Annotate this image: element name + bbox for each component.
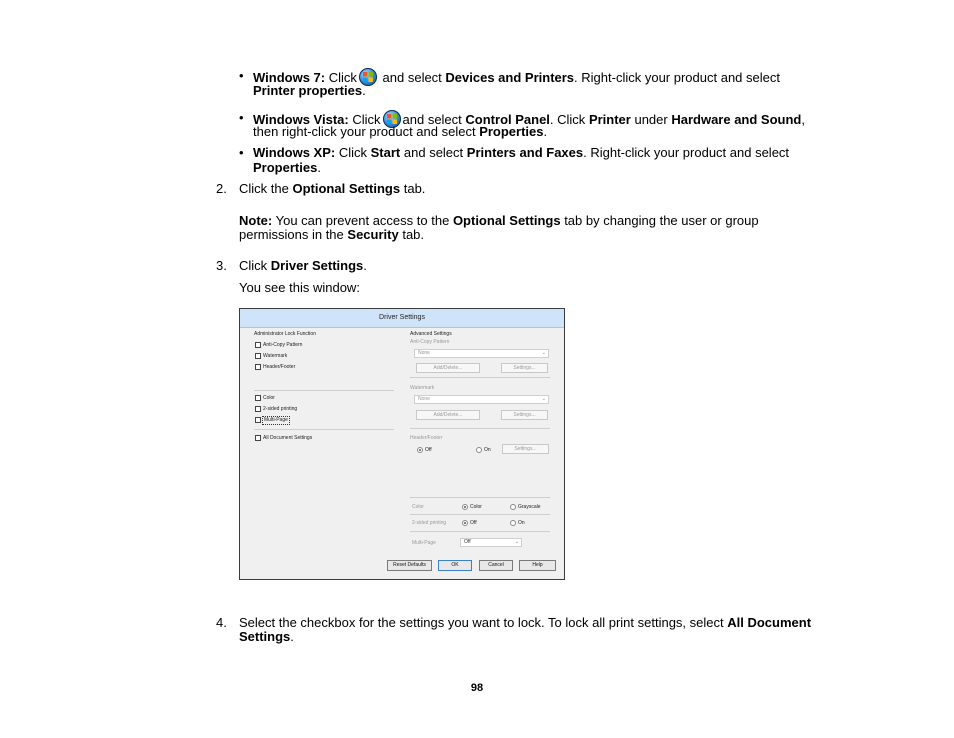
text: . <box>290 629 294 644</box>
radio-label: Off <box>425 447 432 453</box>
checkbox-label: 2-sided printing <box>263 406 298 412</box>
text: tab by changing the user or group <box>564 213 759 228</box>
step-4-text-line2 <box>239 629 294 644</box>
text: Click <box>239 258 268 273</box>
select-value: None <box>418 396 430 402</box>
anti-copy-label: Anti-Copy Pattern <box>410 339 450 345</box>
header-footer-on-radio[interactable] <box>476 447 482 453</box>
text: You can prevent access to the <box>275 213 450 228</box>
note-line1 <box>239 213 759 228</box>
bold-text: Optional Settings <box>452 213 561 228</box>
bold-text: Devices and Printers <box>445 70 575 85</box>
bold-text: Security <box>347 227 399 242</box>
multi-page-checkbox[interactable] <box>255 417 261 423</box>
header-footer-off-radio[interactable] <box>417 447 423 453</box>
bullet-lead: Windows 7: <box>253 70 326 85</box>
bullet-windows-xp-line2 <box>253 160 321 175</box>
text: . Right-click your product and select <box>574 70 780 85</box>
text: tab. <box>402 227 425 242</box>
add-delete-button[interactable]: Add/Delete... <box>416 410 480 420</box>
settings-button[interactable]: Settings... <box>501 363 548 373</box>
text: then right-click your product and select <box>253 124 476 139</box>
step-number: 4. <box>216 615 227 630</box>
ok-button[interactable]: OK <box>438 560 472 571</box>
bold-text: All Document <box>727 615 812 630</box>
chevron-down-icon: ⌄ <box>514 539 519 545</box>
anti-copy-select[interactable] <box>414 349 549 358</box>
bold-text: Driver Settings <box>270 258 364 273</box>
text: Click <box>352 112 381 127</box>
divider <box>410 497 550 498</box>
lock-function-header: Administrator Lock Function <box>254 331 316 337</box>
checkbox-label: Multi-Page <box>264 417 288 423</box>
reset-defaults-button[interactable]: Reset Defaults <box>387 560 432 571</box>
text: Select the checkbox for the settings you want to lock. To lock all print settings, select <box>239 615 724 630</box>
advanced-settings-header: Advanced Settings <box>410 331 452 337</box>
cancel-button[interactable]: Cancel <box>479 560 513 571</box>
grayscale-radio[interactable] <box>510 504 516 510</box>
bold-text: Hardware and Sound <box>671 112 802 127</box>
watermark-checkbox[interactable] <box>255 353 261 359</box>
help-button[interactable]: Help <box>519 560 556 571</box>
text: under <box>634 112 668 127</box>
settings-button[interactable]: Settings... <box>501 410 548 420</box>
two-sided-checkbox[interactable] <box>255 406 261 412</box>
divider <box>410 531 550 532</box>
bold-text: Control Panel <box>465 112 550 127</box>
text: and select <box>402 112 462 127</box>
step-number: 2. <box>216 181 227 196</box>
checkbox-label: Watermark <box>263 353 288 359</box>
color-radio[interactable] <box>462 504 468 510</box>
text: . Click <box>549 112 586 127</box>
radio-label: Color <box>470 504 482 510</box>
bold-text: Printers and Faxes <box>466 145 584 160</box>
bold-text: Optional Settings <box>292 181 401 196</box>
text: . Right-click your product and select <box>583 145 790 160</box>
divider <box>410 514 550 515</box>
bold-text: Start <box>370 145 401 160</box>
multi-page-select[interactable] <box>460 538 522 547</box>
chevron-down-icon: ⌄ <box>541 396 546 402</box>
bullet-windows7-line2 <box>253 83 366 98</box>
chevron-down-icon: ⌄ <box>541 350 546 356</box>
bold-text: Settings <box>239 629 291 644</box>
add-delete-button[interactable]: Add/Delete... <box>416 363 480 373</box>
bullet-windows-vista-line2 <box>253 124 547 139</box>
bold-text: Printer <box>588 112 631 127</box>
two-sided-on-radio[interactable] <box>510 520 516 526</box>
checkbox-label: Anti-Copy Pattern <box>263 342 303 348</box>
header-footer-label: Header/Footer <box>410 435 443 441</box>
bullet-dot: • <box>239 145 244 160</box>
bullet-dot: • <box>239 68 244 83</box>
radio-label: Grayscale <box>518 504 541 510</box>
select-value: None <box>418 350 430 356</box>
radio-label: Off <box>470 520 477 526</box>
anti-copy-checkbox[interactable] <box>255 342 261 348</box>
text: , <box>801 112 805 127</box>
note-line2 <box>239 227 424 242</box>
text: Click <box>338 145 368 160</box>
color-checkbox[interactable] <box>255 395 261 401</box>
text: . <box>362 83 366 98</box>
checkbox-label: Header/Footer <box>263 364 296 370</box>
bold-text: Printer properties <box>253 83 363 98</box>
divider <box>410 428 550 429</box>
header-footer-checkbox[interactable] <box>255 364 261 370</box>
driver-settings-dialog <box>239 308 565 580</box>
multi-page-label: Multi-Page <box>412 540 436 546</box>
text: and select <box>403 145 464 160</box>
watermark-select[interactable] <box>414 395 549 404</box>
step-2-text <box>239 181 425 196</box>
radio-label: On <box>518 520 525 526</box>
step-4-text <box>239 615 811 630</box>
two-sided-off-radio[interactable] <box>462 520 468 526</box>
select-value: Off <box>464 539 471 545</box>
two-sided-label: 2-sided printing <box>412 520 447 526</box>
checkbox-label: Color <box>263 395 275 401</box>
text: . <box>317 160 321 175</box>
text: . <box>543 124 548 139</box>
bullet-windows-xp <box>253 145 789 160</box>
step-number: 3. <box>216 258 227 273</box>
divider <box>254 429 394 430</box>
text: Click the <box>239 181 289 196</box>
note-label: Note: <box>239 213 273 228</box>
radio-label: On <box>484 447 491 453</box>
bold-text: Properties <box>479 124 544 139</box>
step-3-text <box>239 258 367 273</box>
text: Click <box>328 70 357 85</box>
bullet-lead: Windows Vista: <box>253 112 349 127</box>
color-label: Color <box>412 504 424 510</box>
bullet-lead: Windows XP: <box>253 145 336 160</box>
divider <box>410 377 550 378</box>
dialog-title: Driver Settings <box>240 309 564 328</box>
step-3-subtext: You see this window: <box>239 280 360 295</box>
divider <box>254 390 394 391</box>
text: and select <box>382 70 442 85</box>
text: tab. <box>403 181 426 196</box>
text: . <box>363 258 367 273</box>
bold-text: Properties <box>253 160 318 175</box>
page-number: 98 <box>470 682 484 694</box>
settings-button[interactable]: Settings... <box>502 444 549 454</box>
checkbox-label: All Document Settings <box>263 435 313 441</box>
text: permissions in the <box>239 227 344 242</box>
all-document-settings-checkbox[interactable] <box>255 435 261 441</box>
watermark-label: Watermark <box>410 385 435 391</box>
bullet-dot: • <box>239 110 244 125</box>
